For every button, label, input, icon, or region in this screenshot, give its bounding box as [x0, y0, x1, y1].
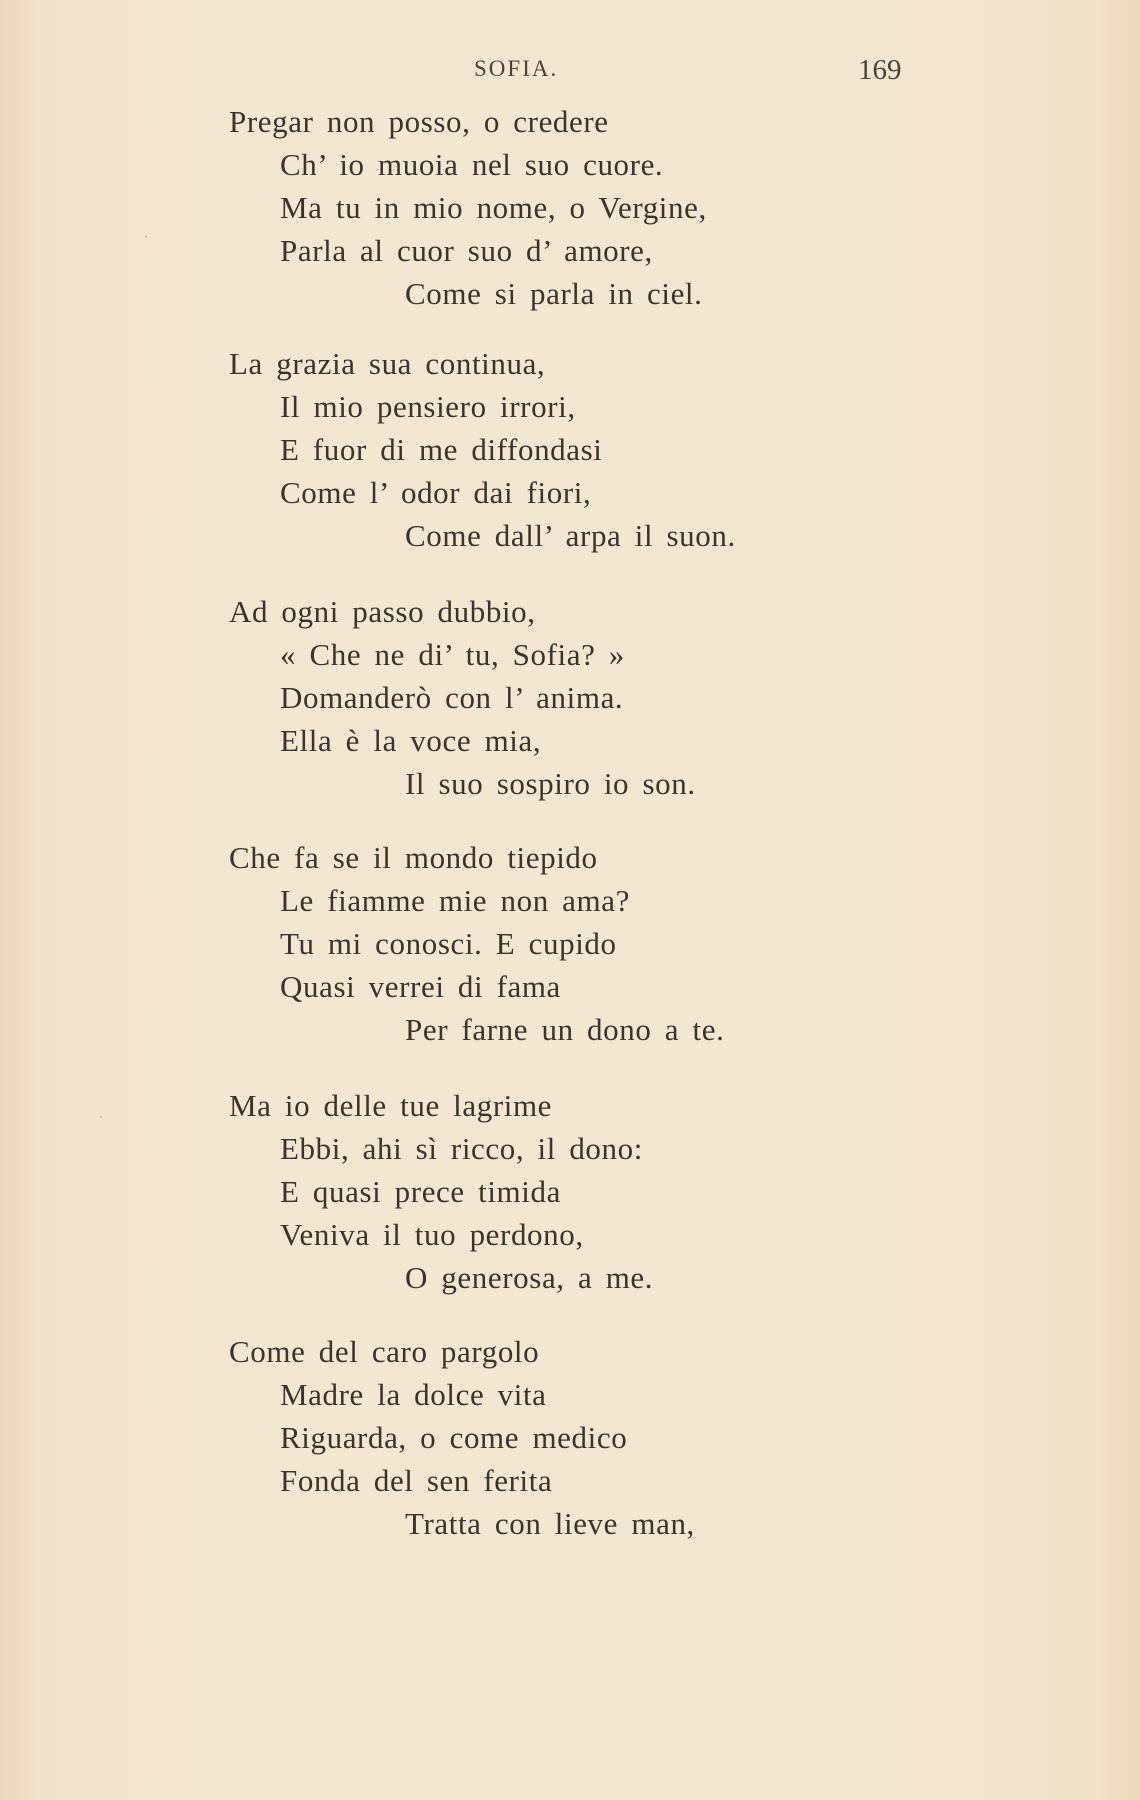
verse-line: E quasi prece timida	[280, 1174, 561, 1209]
verse-line: Ma tu in mio nome, o Vergine,	[280, 190, 707, 225]
verse-line: « Che ne di’ tu, Sofia? »	[280, 637, 625, 672]
verse-line: Ma io delle tue lagrime	[229, 1088, 553, 1123]
verse-line: Parla al cuor suo d’ amore,	[280, 233, 653, 268]
verse-line: Riguarda, o come medico	[280, 1420, 628, 1455]
verse-line: Per farne un dono a te.	[405, 1012, 725, 1047]
verse-line: Come dall’ arpa il suon.	[405, 518, 736, 553]
verse-line: Fonda del sen ferita	[280, 1463, 553, 1498]
verse-line: Che fa se il mondo tiepido	[229, 840, 598, 875]
verse-line: Ch’ io muoia nel suo cuore.	[280, 147, 664, 182]
verse-line: Tratta con lieve man,	[405, 1506, 695, 1541]
verse-line: Ebbi, ahi sì ricco, il dono:	[280, 1131, 643, 1166]
verse-line: Le fiamme mie non ama?	[280, 883, 630, 918]
verse-line: Ella è la voce mia,	[280, 723, 542, 758]
page-number: 169	[858, 54, 902, 86]
verse-line: O generosa, a me.	[405, 1260, 654, 1295]
verse-line: Quasi verrei di fama	[280, 969, 561, 1004]
verse-line: Il suo sospiro io son.	[405, 766, 696, 801]
verse-line: Veniva il tuo perdono,	[280, 1217, 584, 1252]
verse-line: Ad ogni passo dubbio,	[229, 594, 536, 629]
verse-line: Come si parla in ciel.	[405, 276, 703, 311]
verse-line: Come l’ odor dai fiori,	[280, 475, 592, 510]
verse-line: Domanderò con l’ anima.	[280, 680, 624, 715]
running-title: SOFIA.	[474, 56, 559, 81]
verse-line: Madre la dolce vita	[280, 1377, 547, 1412]
verse-line: Tu mi conosci. E cupido	[280, 926, 617, 961]
page-header	[0, 56, 1140, 86]
verse-line: E fuor di me diffondasi	[280, 432, 603, 467]
verse-line: Come del caro pargolo	[229, 1334, 540, 1369]
verse-line: La grazia sua continua,	[229, 346, 546, 381]
verse-line: Il mio pensiero irrori,	[280, 389, 576, 424]
verse-line: Pregar non posso, o credere	[229, 104, 609, 139]
